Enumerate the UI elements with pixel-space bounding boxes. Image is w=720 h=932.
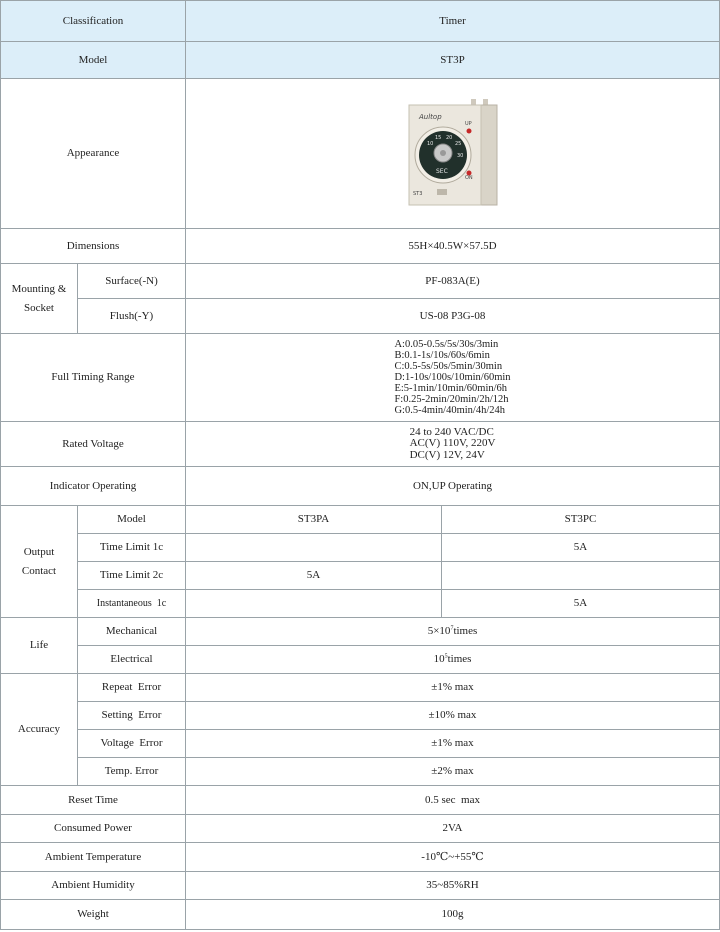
output-contact-label <box>1 506 78 618</box>
output-label-line: Output <box>23 545 55 558</box>
mechanical-label: Mechanical <box>78 618 186 646</box>
voltage-value-cell <box>186 422 720 467</box>
timing-range-line: F:0.25-2min/20min/2h/12h <box>394 393 509 405</box>
accuracy-row-value: ±1% max <box>186 730 720 758</box>
voltage-line: DC(V) 12V, 24V <box>409 448 485 461</box>
accuracy-row-value: ±1% max <box>186 674 720 702</box>
output-row <box>1 562 720 590</box>
timing-range-line: G:0.5-4min/40min/4h/24h <box>394 404 505 416</box>
electrical-value <box>186 646 720 674</box>
accuracy-row <box>1 702 720 730</box>
accuracy-row-value: ±10% max <box>186 702 720 730</box>
weight-row <box>1 900 720 930</box>
surface-label: Surface(-N) <box>78 264 186 299</box>
voltage-line: 24 to 240 VAC/DC <box>409 425 494 438</box>
accuracy-row-value: ±2% max <box>186 758 720 786</box>
dial-number: 25 <box>454 140 461 147</box>
electrical-base: 10 <box>433 653 445 665</box>
electrical-label: Electrical <box>78 646 186 674</box>
timer-product-image <box>403 95 503 213</box>
timing-range-list <box>394 339 510 416</box>
temperature-label: Ambient Temperature <box>1 843 186 872</box>
reset-row <box>1 786 720 815</box>
output-value-a <box>186 534 442 562</box>
weight-label: Weight <box>1 900 186 930</box>
mechanical-value <box>186 618 720 646</box>
accuracy-label: Accuracy <box>1 674 78 786</box>
classification-label: Classification <box>1 1 186 42</box>
timing-value-cell <box>186 334 720 422</box>
classification-row <box>1 1 720 42</box>
accuracy-row-label: Voltage Error <box>78 730 186 758</box>
timing-range-line: D:1-10s/100s/10min/60min <box>394 371 511 383</box>
brand-label: Aultop <box>418 112 442 121</box>
timing-label: Full Timing Range <box>1 334 186 422</box>
power-label: Consumed Power <box>1 815 186 843</box>
output-row-label: Instantaneous 1c <box>78 590 186 618</box>
electrical-exponent: 5 <box>444 653 448 660</box>
output-value-a <box>186 590 442 618</box>
model-row <box>1 42 720 79</box>
accuracy-row <box>1 730 720 758</box>
output-value-c: 5A <box>442 590 720 618</box>
indicator-row <box>1 467 720 506</box>
reset-value: 0.5 sec max <box>186 786 720 815</box>
dimensions-label: Dimensions <box>1 229 186 264</box>
timing-range-line: C:0.5-5s/50s/5min/30min <box>394 360 503 372</box>
dimensions-row <box>1 229 720 264</box>
dial-number: 10 <box>426 140 433 147</box>
timing-range-line: B:0.1-1s/10s/60s/6min <box>394 349 490 361</box>
model-badge: ST3 <box>412 190 422 197</box>
surface-value: PF-083A(E) <box>186 264 720 299</box>
timing-range-line: A:0.05-0.5s/5s/30s/3min <box>394 338 499 350</box>
accuracy-row-label: Setting Error <box>78 702 186 730</box>
up-indicator-icon <box>466 128 471 133</box>
voltage-label: Rated Voltage <box>1 422 186 467</box>
model-label: Model <box>1 42 186 79</box>
mounting-surface-row <box>1 264 720 299</box>
temperature-value: -10℃~+55℃ <box>186 843 720 872</box>
output-value-c: 5A <box>442 534 720 562</box>
timing-range-line: E:5-1min/10min/60min/6h <box>394 382 508 394</box>
weight-value: 100g <box>186 900 720 930</box>
appearance-row <box>1 79 720 229</box>
output-label-line: Contact <box>21 564 57 577</box>
appearance-label: Appearance <box>1 79 186 229</box>
life-electrical-row <box>1 646 720 674</box>
dial-number: 20 <box>445 134 452 141</box>
on-indicator-label: ON <box>464 174 473 181</box>
reset-label: Reset Time <box>1 786 186 815</box>
life-mechanical-row <box>1 618 720 646</box>
humidity-row <box>1 872 720 900</box>
humidity-label: Ambient Humidity <box>1 872 186 900</box>
voltage-list <box>410 427 496 462</box>
model-value: ST3P <box>186 42 720 79</box>
flush-value: US-08 P3G-08 <box>186 299 720 334</box>
dial-number: 15 <box>434 134 441 141</box>
voltage-line: AC(V) 110V, 220V <box>409 437 496 449</box>
mounting-flush-row <box>1 299 720 334</box>
power-value: 2VA <box>186 815 720 843</box>
accuracy-row <box>1 758 720 786</box>
mechanical-unit: times <box>453 625 478 637</box>
dial-number: 30 <box>456 152 463 159</box>
classification-value: Timer <box>186 1 720 42</box>
accuracy-row <box>1 674 720 702</box>
output-col-st3pc: ST3PC <box>442 506 720 534</box>
electrical-unit: times <box>447 653 472 665</box>
appearance-image-cell <box>186 79 720 229</box>
on-indicator-icon <box>466 170 471 175</box>
output-row-label: Time Limit 1c <box>78 534 186 562</box>
up-indicator-label: UP <box>464 120 472 127</box>
accuracy-row-label: Repeat Error <box>78 674 186 702</box>
mechanical-exponent: 7 <box>450 625 454 632</box>
output-col-st3pa: ST3PA <box>186 506 442 534</box>
indicator-value: ON,UP Operating <box>186 467 720 506</box>
temperature-row <box>1 843 720 872</box>
accuracy-row-label: Temp. Error <box>78 758 186 786</box>
voltage-row <box>1 422 720 467</box>
dimensions-value: 55H×40.5W×57.5D <box>186 229 720 264</box>
output-row <box>1 534 720 562</box>
flush-label: Flush(-Y) <box>78 299 186 334</box>
output-value-a: 5A <box>186 562 442 590</box>
power-row <box>1 815 720 843</box>
mechanical-base: 5×10 <box>427 625 451 637</box>
output-row-label: Time Limit 2c <box>78 562 186 590</box>
mounting-label: Mounting & Socket <box>1 264 78 334</box>
indicator-label: Indicator Operating <box>1 467 186 506</box>
dial-unit-label: SEC <box>435 167 448 175</box>
output-model-row <box>1 506 720 534</box>
output-value-c <box>442 562 720 590</box>
timing-row <box>1 334 720 422</box>
humidity-value: 35~85%RH <box>186 872 720 900</box>
output-model-label: Model <box>78 506 186 534</box>
life-label: Life <box>1 618 78 674</box>
output-row <box>1 590 720 618</box>
